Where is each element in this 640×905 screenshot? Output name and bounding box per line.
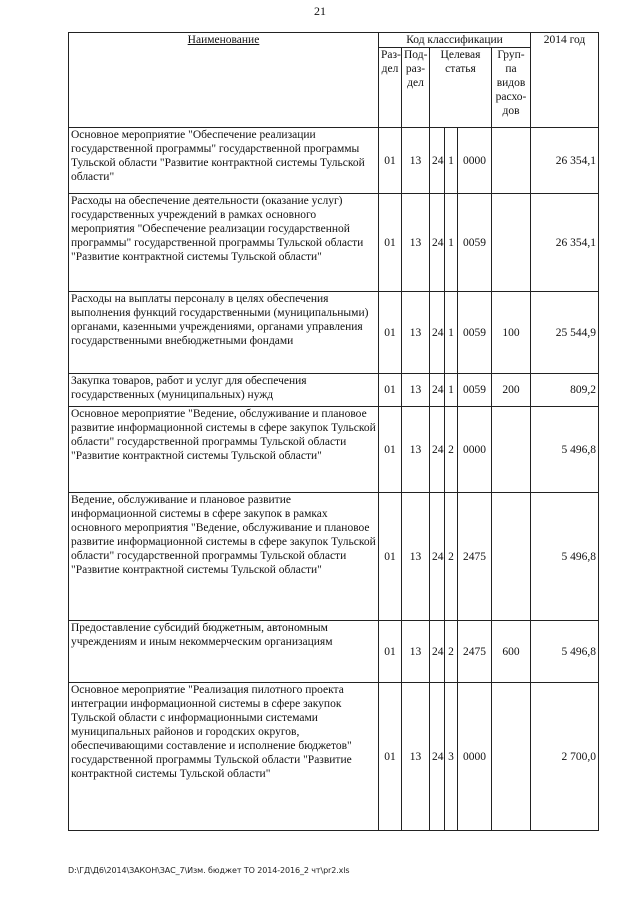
row-amount: 5 496,8 [531, 407, 599, 493]
row-razdel: 01 [379, 128, 402, 194]
row-cs2: 2 [445, 493, 458, 621]
row-razdel: 01 [379, 374, 402, 407]
row-cs3: 0059 [458, 292, 492, 374]
row-amount: 2 700,0 [531, 683, 599, 831]
row-razdel: 01 [379, 194, 402, 292]
page-number: 21 [314, 4, 326, 18]
row-cs3: 2475 [458, 621, 492, 683]
row-amount: 809,2 [531, 374, 599, 407]
row-cs2: 2 [445, 621, 458, 683]
table-row [69, 194, 599, 292]
row-name: Закупка товаров, работ и услуг для обеспечения государственных (муниципальных) нужд [69, 374, 379, 407]
table-row [69, 493, 599, 621]
row-name: Расходы на выплаты персоналу в целях обеспечения выполнения функций государственными (муниципальными) органами, казенными учреждениями, органами управления государственными внебюджетными фондами [69, 292, 379, 374]
row-cs3: 0059 [458, 194, 492, 292]
row-vid [492, 493, 531, 621]
row-vid [492, 128, 531, 194]
row-podrazdel: 13 [402, 621, 430, 683]
row-razdel: 01 [379, 621, 402, 683]
row-cs2: 1 [445, 374, 458, 407]
row-cs1: 24 [430, 374, 445, 407]
row-amount: 26 354,1 [531, 194, 599, 292]
row-razdel: 01 [379, 407, 402, 493]
row-vid [492, 683, 531, 831]
header-razdel: Раз-дел [379, 48, 402, 128]
row-cs1: 24 [430, 683, 445, 831]
row-cs1: 24 [430, 128, 445, 194]
header-gruppa: Груп-па видов расхо-дов [492, 48, 531, 128]
table-row [69, 407, 599, 493]
row-amount: 5 496,8 [531, 621, 599, 683]
table-row [69, 292, 599, 374]
row-razdel: 01 [379, 493, 402, 621]
row-podrazdel: 13 [402, 683, 430, 831]
row-podrazdel: 13 [402, 128, 430, 194]
row-cs3: 0059 [458, 374, 492, 407]
row-name: Ведение, обслуживание и плановое развитие информационной системы в сфере закупок в рамках основного мероприятия "Ведение, обслуживание и плановое развитие информационной системы в сфере закупок Тульской области" государственной программы Тульской области "Развитие контрактной системы Тульской области" [69, 493, 379, 621]
row-razdel: 01 [379, 292, 402, 374]
row-cs2: 1 [445, 194, 458, 292]
row-vid [492, 194, 531, 292]
row-cs3: 2475 [458, 493, 492, 621]
row-name: Основное мероприятие "Ведение, обслуживание и плановое развитие информационной системы в сфере закупок Тульской области" государственной программы Тульской области "Развитие контрактной системы Тульской области" [69, 407, 379, 493]
header-celevaya: Целевая статья [430, 48, 492, 128]
row-name: Основное мероприятие "Обеспечение реализации государственной программы" государственной программы Тульской области "Развитие контрактной системы Тульской области" [69, 128, 379, 194]
row-cs1: 24 [430, 621, 445, 683]
header-row-1 [69, 33, 599, 48]
header-name: Наименование [69, 33, 379, 128]
table-row [69, 621, 599, 683]
header-year: 2014 год [531, 33, 599, 128]
row-vid: 200 [492, 374, 531, 407]
row-amount: 25 544,9 [531, 292, 599, 374]
row-cs3: 0000 [458, 407, 492, 493]
header-classification: Код классификации [379, 33, 531, 48]
table-row [69, 128, 599, 194]
table-row [69, 374, 599, 407]
row-razdel: 01 [379, 683, 402, 831]
row-name: Расходы на обеспечение деятельности (оказание услуг) государственных учреждений в рамках основного мероприятия "Обеспечение реализации государственной программы" государственной программы Тульской области "Развитие контрактной системы Тульской области" [69, 194, 379, 292]
row-vid: 600 [492, 621, 531, 683]
file-path-footer: D:\ГД\Д6\2014\ЗАКОН\ЗАС_7\Изм. бюджет ТО 2014-2016_2 чт\pr2.xls [68, 866, 350, 875]
row-cs2: 1 [445, 292, 458, 374]
row-podrazdel: 13 [402, 407, 430, 493]
row-cs2: 2 [445, 407, 458, 493]
row-cs1: 24 [430, 493, 445, 621]
row-vid: 100 [492, 292, 531, 374]
row-name: Предоставление субсидий бюджетным, автономным учреждениям и иным некоммерческим организациям [69, 621, 379, 683]
row-cs3: 0000 [458, 128, 492, 194]
row-amount: 5 496,8 [531, 493, 599, 621]
table-row [69, 683, 599, 831]
row-cs1: 24 [430, 292, 445, 374]
row-cs2: 1 [445, 128, 458, 194]
row-podrazdel: 13 [402, 493, 430, 621]
row-podrazdel: 13 [402, 194, 430, 292]
row-podrazdel: 13 [402, 374, 430, 407]
budget-table [68, 32, 599, 831]
row-cs3: 0000 [458, 683, 492, 831]
row-cs2: 3 [445, 683, 458, 831]
header-podrazdel: Под-раз-дел [402, 48, 430, 128]
row-podrazdel: 13 [402, 292, 430, 374]
row-amount: 26 354,1 [531, 128, 599, 194]
row-vid [492, 407, 531, 493]
row-name: Основное мероприятие "Реализация пилотного проекта интеграции информационной системы в сфере закупок Тульской области с информационными системами муниципальных районов и городских округов, обеспечивающими составление и исполнение бюджетов" государственной программы Тульской области "Развитие контрактной системы Тульской области" [69, 683, 379, 831]
row-cs1: 24 [430, 194, 445, 292]
row-cs1: 24 [430, 407, 445, 493]
